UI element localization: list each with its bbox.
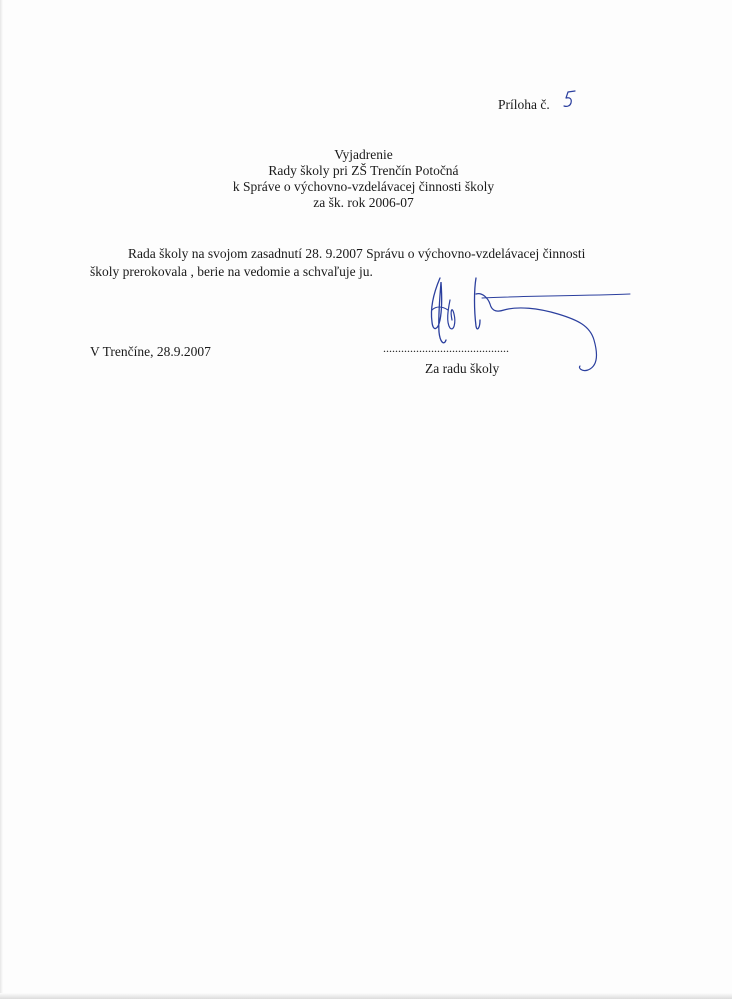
scan-edge-bottom: [0, 993, 732, 999]
heading-title: Vyjadrenie: [334, 147, 393, 162]
signature-label: Za radu školy: [425, 361, 500, 376]
heading-council: Rady školy pri ZŠ Trenčín Potočná: [268, 163, 459, 178]
heading-subject: k Správe o výchovno-vzdelávacej činnosti školy: [232, 179, 495, 194]
attachment-number-handwritten: [559, 88, 581, 110]
body-line-2: školy prerokovala , berie na vedomie a schvaľuje ju.: [90, 264, 373, 279]
attachment-label: Príloha č.: [498, 97, 550, 112]
signature-line: ..........................................: [383, 341, 509, 355]
heading-year: za šk. rok 2006-07: [313, 195, 414, 210]
place-and-date: V Trenčíne, 28.9.2007: [90, 344, 211, 359]
body-line-1: Rada školy na svojom zasadnutí 28. 9.2007 Správu o výchovno-vzdelávacej činnosti: [128, 246, 586, 261]
document-heading: [0, 147, 732, 211]
